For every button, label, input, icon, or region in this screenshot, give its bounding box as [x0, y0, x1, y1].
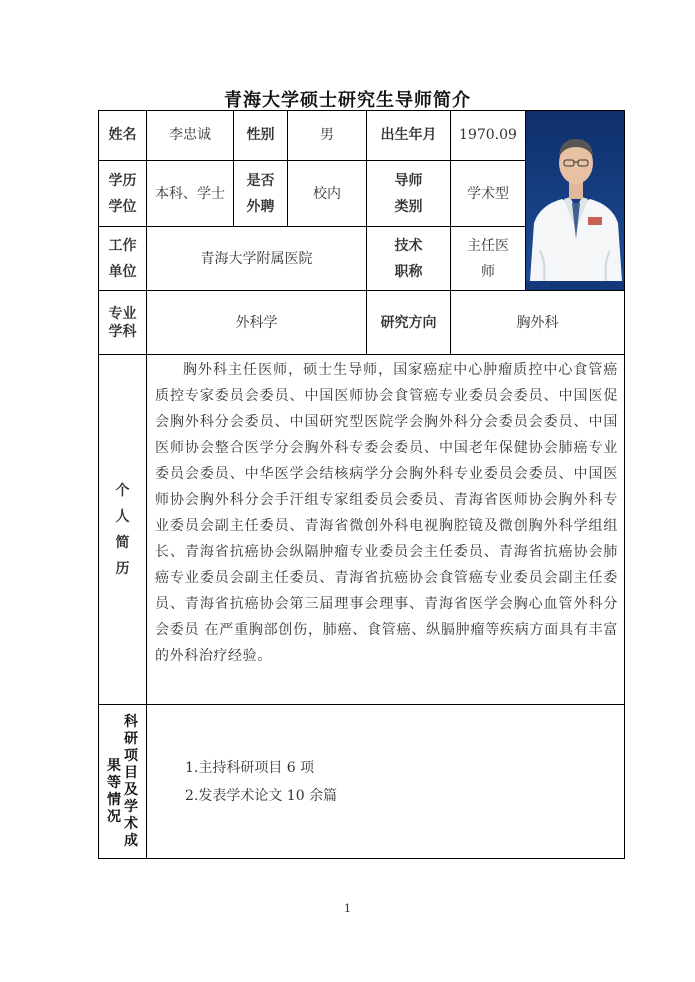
research-list [147, 705, 625, 859]
supervisor-type-label: 导师 类别 [367, 160, 451, 227]
external-value: 校内 [288, 160, 367, 227]
major-label: 专业 学科 [99, 291, 147, 355]
professional-title-label: 技术 职称 [367, 227, 451, 291]
supervisor-type-value: 学术型 [451, 160, 526, 227]
research-item: 1.主持科研项目 6 项 [185, 759, 315, 776]
birth-label: 出生年月 [367, 111, 451, 161]
page-number: 1 [344, 902, 351, 915]
professional-title-value: 主任医师 [451, 227, 526, 291]
education-value: 本科、学士 [147, 160, 234, 227]
name-value: 李忠诚 [147, 111, 234, 161]
research-direction-value: 胸外科 [451, 291, 625, 355]
research-label: 果等情况 科研项目及学术成 [99, 705, 147, 859]
workplace-label: 工作 单位 [99, 227, 147, 291]
major-value: 外科学 [147, 291, 367, 355]
page-title: 青海大学硕士研究生导师简介 [224, 90, 471, 111]
gender-value: 男 [288, 111, 367, 161]
bio-text: 胸外科主任医师，硕士生导师，国家癌症中心肿瘤质控中心食管癌质控专家委员会委员、中国医师协会食管癌专业委员会委员、中国医促会胸外科分会委员、中国研究型医院学会胸外科分会委员会委员、中国医师协会整合医学分会胸外科专委会委员、中国老年保健协会肺癌专业委员会委员、中华医学会结核病学分会胸外科专业委员会委员、中国医师协会胸外科分会手汗组专家组委员会委员、青海省医师协会胸外科专业委员会副主任委员、青海省微创外科电视胸腔镜及微创胸外科学组组长、青海省抗癌协会纵隔肿瘤专业委员会主任委员、青海省抗癌协会肺癌专业委员会副主任委员、青海省抗癌协会食管癌专业委员会副主任委员、青海省抗癌协会第三届理事会理事、青海省医学会胸心血管外科分会委员 在严重胸部创伤，肺癌、食管癌、纵膈肿瘤等疾病方面具有丰富的外科治疗经验。 [147, 355, 625, 705]
workplace-value: 青海大学附属医院 [147, 227, 367, 291]
gender-label: 性别 [234, 111, 288, 161]
research-direction-label: 研究方向 [367, 291, 451, 355]
birth-value: 1970.09 [451, 111, 526, 161]
profile-table [98, 110, 625, 859]
external-label: 是否 外聘 [234, 160, 288, 227]
portrait-photo [526, 111, 625, 291]
name-label: 姓名 [99, 111, 147, 161]
bio-label: 个人简历 [99, 355, 147, 705]
portrait-icon [526, 111, 625, 281]
education-label: 学历 学位 [99, 160, 147, 227]
research-item: 2.发表学术论文 10 余篇 [185, 787, 338, 804]
